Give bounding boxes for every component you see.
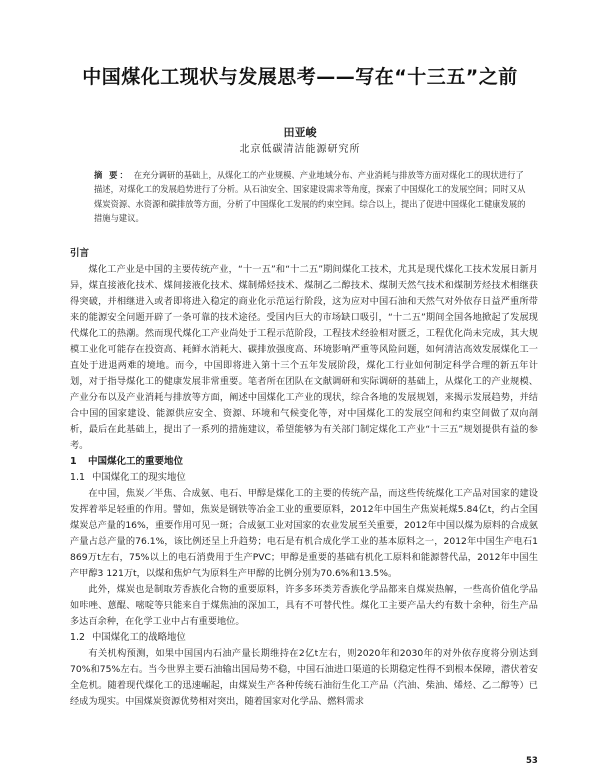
author-affiliation: 北京低碳清洁能源研究所 (239, 144, 361, 155)
author-name: 田亚峻 (283, 126, 317, 139)
section-1-1-number: 1.1 (70, 472, 85, 483)
section-1-1-heading (70, 470, 538, 486)
abstract-text: 在充分调研的基础上，从煤化工的产业规模、产业地域分布、产业消耗与排放等方面对煤化工的现状进行了描述，对煤化工的发展趋势进行了分析。从石油安全、国家建设需求等角度，探索了中国煤化工的发展空间；同时又从煤炭资源、水资源和碳排放等方面，分析了中国煤化工发展的约束空间。综合以上，提出了促进中国煤化工健康发展的措施与建议。 (94, 170, 526, 224)
section-1-2-heading (70, 630, 538, 646)
section-1-1-title: 中国煤化工的现实地位 (92, 472, 186, 483)
section-1-number: 1 (70, 456, 77, 467)
section-1-2-paragraph-1: 有关机构预测，如果中国国内石油产量长期维持在2亿t左右，则2020年和2030年的对外依存度将分别达到70%和75%左右。当今世界主要石油输出国局势不稳，中国石油进口渠道的长期稳定性得不到根本保障，潜伏着安全危机。随着现代煤化工的迅速崛起，由煤炭生产各种传统石油衍生化工产品（汽油、柴油、烯烃、乙二醇等）已经成为现实。中国煤炭资源优势相对突出，随着国家对化学品、燃料需求 (70, 648, 538, 707)
abstract-label: 摘 要： (94, 170, 130, 180)
section-1-2-number: 1.2 (70, 632, 85, 643)
section-1-2-title: 中国煤化工的战略地位 (92, 632, 186, 643)
section-1-heading (70, 454, 538, 470)
article-body (70, 246, 538, 710)
abstract (94, 168, 526, 226)
article-title: 中国煤化工现状与发展思考——写在“十三五”之前 (82, 66, 518, 88)
page-number: 53 (526, 756, 538, 766)
section-1-1-paragraph-1: 在中国，焦炭／半焦、合成氨、电石、甲醇是煤化工的主要的传统产品，而这些传统煤化工产品对国家的建设发挥着举足轻重的作用。譬如，焦炭是钢铁等冶金工业的重要原料，2012年中国生产焦炭耗煤5.84亿t，约占全国煤炭总产量的16%，重要作用可见一斑；合成氨工业对国家的农业发展至关重要，2012年中国以煤为原料的合成氨产量占总产量的76.1%，该比例还呈上升趋势；电石是有机合成化学工业的基本原料之一，2012年中国生产电石1 869万t左右，75%以上的电石消费用于生产PVC；甲醇是重要的基础有机化工原料和能源替代品，2012年中国生产甲醇3 121万t，以煤和焦炉气为原料生产甲醇的比例分别为70.6%和13.5%。 (70, 488, 538, 579)
intro-paragraph: 煤化工产业是中国的主要传统产业，“十一五”和“十二五”期间煤化工技术，尤其是现代煤化工技术发展日新月异，煤直接液化技术、煤间接液化技术、煤制烯烃技术、煤制乙二醇技术、煤制天然气技术和煤制芳烃技术相继获得突破，并相继进入或者即将进入稳定的商业化示范运行阶段，这为应对中国石油和天然气对外依存日益严重所带来的能源安全问题开辟了一条可靠的技术途径。受国内巨大的市场缺口吸引，“十二五”期间全国各地掀起了发展现代煤化工的热潮。然而现代煤化工产业尚处于工程示范阶段，工程技术经验相对匮乏，工程优化尚未完成，其大规模工业化可能存在投资高、耗鲜水消耗大、碳排放强度高、环境影响严重等风险问题，如何清洁高效发展煤化工一直处于进退两难的境地。而今，中国即将进入第十三个五年发展阶段，煤化工行业如何制定科学合理的新五年计划，对于指导煤化工的健康发展非常重要。笔者所在团队在文献调研和实际调研的基础上，从煤化工的产业规模、产业分布以及产业消耗与排放等方面，阐述中国煤化工产业的现状，综合各地的发展规划，来揭示发展趋势，并结合中国的国家建设、能源供应安全、资源、环境和气候变化等，对中国煤化工的发展空间和约束空间做了双向剖析，最后在此基础上，提出了一系列的措施建议，希望能够为有关部门制定煤化工产业“十三五”规划提供有益的参考。 (70, 264, 538, 451)
intro-heading: 引言 (70, 248, 90, 259)
section-1-1-paragraph-2: 此外，煤炭也是制取芳香族化合物的重要原料，许多多环类芳香族化学品都来自煤炭热解，一些高价值化学品如咔唑、蒽醌、嘧啶等只能来自于煤焦油的深加工，具有不可替代性。煤化工主要产品大约有数十余种，衍生产品多达百余种，在化学工业中占有重要地位。 (70, 584, 538, 627)
section-1-title: 中国煤化工的重要地位 (88, 456, 184, 467)
